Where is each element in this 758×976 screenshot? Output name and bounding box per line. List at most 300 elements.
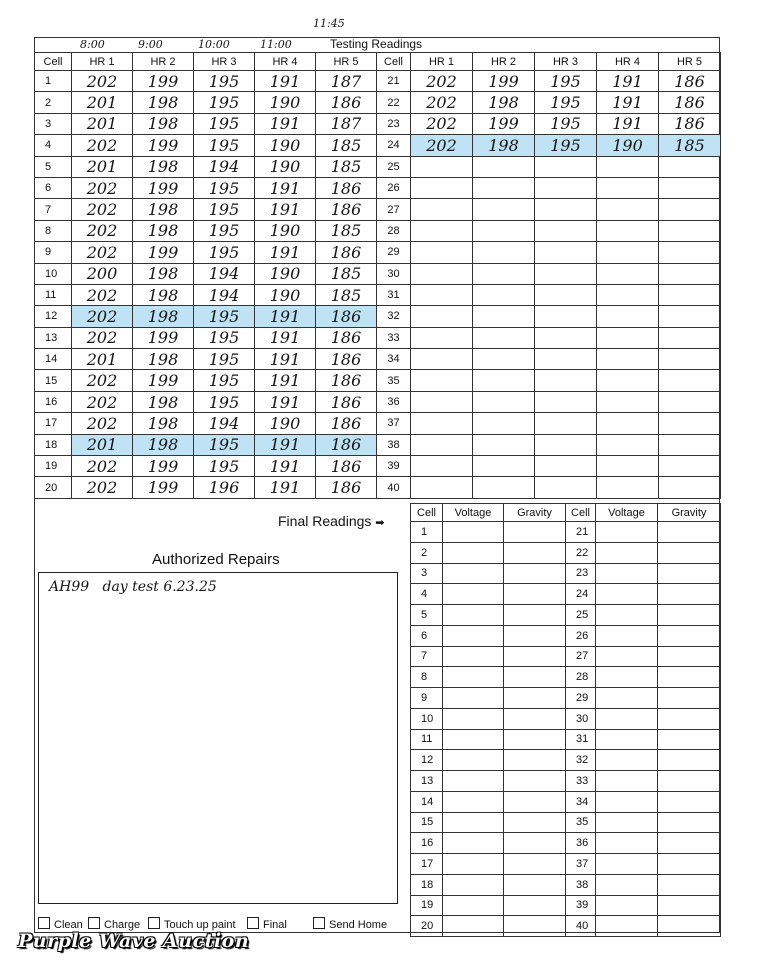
reading-value[interactable] xyxy=(597,220,659,241)
reading-value[interactable] xyxy=(411,456,473,477)
reading-value[interactable] xyxy=(473,327,535,348)
reading-entry[interactable] xyxy=(658,646,721,667)
reading-entry[interactable] xyxy=(658,916,721,937)
reading-entry[interactable] xyxy=(658,771,721,792)
reading-value[interactable]: 198 xyxy=(133,263,194,284)
reading-entry[interactable] xyxy=(504,750,566,771)
reading-value[interactable] xyxy=(473,199,535,220)
reading-value[interactable] xyxy=(659,349,721,370)
reading-entry[interactable] xyxy=(596,895,658,916)
reading-entry[interactable] xyxy=(596,563,658,584)
reading-entry[interactable] xyxy=(658,563,721,584)
reading-entry[interactable] xyxy=(504,522,566,543)
reading-entry[interactable] xyxy=(658,667,721,688)
reading-value[interactable]: 191 xyxy=(255,349,316,370)
reading-entry[interactable] xyxy=(596,708,658,729)
reading-value[interactable] xyxy=(411,306,473,327)
reading-value[interactable] xyxy=(597,156,659,177)
reading-value[interactable] xyxy=(411,434,473,455)
reading-value[interactable]: 198 xyxy=(133,199,194,220)
reading-value[interactable]: 195 xyxy=(194,327,255,348)
reading-value[interactable] xyxy=(659,327,721,348)
reading-value[interactable] xyxy=(473,284,535,305)
reading-value[interactable]: 202 xyxy=(72,242,133,263)
reading-value[interactable]: 195 xyxy=(194,71,255,92)
reading-value[interactable] xyxy=(659,156,721,177)
reading-value[interactable]: 191 xyxy=(255,71,316,92)
reading-value[interactable]: 198 xyxy=(133,220,194,241)
reading-value[interactable] xyxy=(659,456,721,477)
reading-value[interactable] xyxy=(473,306,535,327)
reading-value[interactable] xyxy=(535,434,597,455)
reading-value[interactable] xyxy=(535,220,597,241)
reading-value[interactable] xyxy=(473,263,535,284)
reading-value[interactable]: 187 xyxy=(316,71,377,92)
reading-value[interactable] xyxy=(411,284,473,305)
reading-entry[interactable] xyxy=(504,646,566,667)
reading-value[interactable]: 190 xyxy=(255,263,316,284)
reading-entry[interactable] xyxy=(443,791,504,812)
reading-value[interactable]: 191 xyxy=(255,434,316,455)
reading-value[interactable]: 186 xyxy=(316,92,377,113)
reading-entry[interactable] xyxy=(443,771,504,792)
reading-value[interactable]: 194 xyxy=(194,156,255,177)
reading-value[interactable]: 186 xyxy=(316,456,377,477)
option-final[interactable] xyxy=(247,917,287,931)
reading-value[interactable] xyxy=(535,413,597,434)
reading-value[interactable]: 195 xyxy=(194,199,255,220)
reading-entry[interactable] xyxy=(658,895,721,916)
reading-value[interactable] xyxy=(473,456,535,477)
reading-value[interactable] xyxy=(597,284,659,305)
reading-value[interactable] xyxy=(473,413,535,434)
reading-value[interactable]: 186 xyxy=(316,199,377,220)
reading-value[interactable]: 198 xyxy=(133,113,194,134)
reading-value[interactable]: 191 xyxy=(255,242,316,263)
reading-value[interactable] xyxy=(411,220,473,241)
checkbox-icon[interactable] xyxy=(88,917,100,929)
reading-value[interactable] xyxy=(411,391,473,412)
reading-value[interactable]: 200 xyxy=(72,263,133,284)
reading-value[interactable]: 202 xyxy=(411,113,473,134)
reading-value[interactable]: 190 xyxy=(255,220,316,241)
reading-value[interactable]: 186 xyxy=(659,71,721,92)
reading-entry[interactable] xyxy=(443,522,504,543)
repairs-note: AH99 day test 6.23.25 xyxy=(49,579,217,595)
reading-entry[interactable] xyxy=(504,605,566,626)
reading-value[interactable]: 191 xyxy=(597,92,659,113)
reading-value[interactable] xyxy=(597,370,659,391)
reading-value[interactable] xyxy=(659,199,721,220)
reading-entry[interactable] xyxy=(596,625,658,646)
reading-value[interactable] xyxy=(473,177,535,198)
reading-value[interactable]: 195 xyxy=(194,242,255,263)
reading-value[interactable]: 186 xyxy=(316,391,377,412)
reading-value[interactable]: 190 xyxy=(255,92,316,113)
reading-value[interactable]: 201 xyxy=(72,156,133,177)
reading-value[interactable]: 201 xyxy=(72,113,133,134)
reading-value[interactable] xyxy=(535,456,597,477)
reading-value[interactable] xyxy=(597,177,659,198)
reading-value[interactable]: 202 xyxy=(72,177,133,198)
reading-entry[interactable] xyxy=(658,584,721,605)
reading-entry[interactable] xyxy=(504,895,566,916)
reading-value[interactable]: 199 xyxy=(473,71,535,92)
reading-value[interactable] xyxy=(411,349,473,370)
reading-value[interactable] xyxy=(659,284,721,305)
reading-entry[interactable] xyxy=(504,833,566,854)
reading-value[interactable]: 186 xyxy=(316,306,377,327)
reading-value[interactable]: 202 xyxy=(72,135,133,156)
reading-value[interactable]: 191 xyxy=(255,113,316,134)
reading-value[interactable]: 186 xyxy=(316,370,377,391)
reading-value[interactable] xyxy=(659,391,721,412)
reading-value[interactable]: 191 xyxy=(255,477,316,498)
reading-value[interactable] xyxy=(659,370,721,391)
reading-entry[interactable] xyxy=(443,584,504,605)
reading-entry[interactable] xyxy=(443,563,504,584)
reading-value[interactable]: 185 xyxy=(316,156,377,177)
reading-value[interactable]: 186 xyxy=(316,477,377,498)
testing-readings-title: Testing Readings xyxy=(330,37,423,51)
reading-value[interactable]: 186 xyxy=(316,242,377,263)
reading-value[interactable]: 187 xyxy=(316,113,377,134)
reading-value[interactable] xyxy=(411,327,473,348)
reading-value[interactable]: 186 xyxy=(316,349,377,370)
reading-value[interactable] xyxy=(411,370,473,391)
reading-value[interactable] xyxy=(535,242,597,263)
reading-value[interactable] xyxy=(597,391,659,412)
reading-value[interactable] xyxy=(535,263,597,284)
reading-value[interactable]: 194 xyxy=(194,263,255,284)
reading-entry[interactable] xyxy=(596,833,658,854)
reading-value[interactable]: 195 xyxy=(535,71,597,92)
reading-value[interactable] xyxy=(597,263,659,284)
reading-value[interactable]: 202 xyxy=(72,391,133,412)
reading-entry[interactable] xyxy=(504,916,566,937)
reading-entry[interactable] xyxy=(658,688,721,709)
reading-value[interactable]: 198 xyxy=(473,135,535,156)
reading-entry[interactable] xyxy=(504,729,566,750)
reading-entry[interactable] xyxy=(443,667,504,688)
checkbox-icon[interactable] xyxy=(148,917,160,929)
reading-entry[interactable] xyxy=(658,625,721,646)
reading-entry[interactable] xyxy=(504,688,566,709)
reading-value[interactable]: 195 xyxy=(535,135,597,156)
reading-entry[interactable] xyxy=(596,584,658,605)
reading-value[interactable]: 202 xyxy=(72,199,133,220)
reading-entry[interactable] xyxy=(443,688,504,709)
reading-entry[interactable] xyxy=(504,791,566,812)
reading-entry[interactable] xyxy=(596,771,658,792)
reading-value[interactable]: 199 xyxy=(473,113,535,134)
reading-entry[interactable] xyxy=(504,854,566,875)
reading-value[interactable] xyxy=(659,177,721,198)
reading-entry[interactable] xyxy=(443,542,504,563)
reading-entry[interactable] xyxy=(596,750,658,771)
option-touch-up-paint[interactable] xyxy=(148,917,236,931)
reading-entry[interactable] xyxy=(443,646,504,667)
reading-value[interactable]: 194 xyxy=(194,284,255,305)
reading-entry[interactable] xyxy=(658,708,721,729)
reading-value[interactable]: 198 xyxy=(133,434,194,455)
reading-entry[interactable] xyxy=(596,605,658,626)
reading-value[interactable] xyxy=(597,434,659,455)
reading-value[interactable] xyxy=(597,306,659,327)
reading-entry[interactable] xyxy=(443,833,504,854)
reading-value[interactable]: 199 xyxy=(133,71,194,92)
reading-value[interactable]: 186 xyxy=(659,113,721,134)
reading-value[interactable]: 185 xyxy=(316,135,377,156)
reading-entry[interactable] xyxy=(504,584,566,605)
reading-entry[interactable] xyxy=(596,916,658,937)
reading-entry[interactable] xyxy=(658,812,721,833)
reading-value[interactable]: 199 xyxy=(133,477,194,498)
reading-value[interactable]: 195 xyxy=(194,113,255,134)
reading-value[interactable] xyxy=(473,370,535,391)
reading-value[interactable]: 198 xyxy=(133,92,194,113)
reading-value[interactable]: 195 xyxy=(194,135,255,156)
reading-value[interactable]: 195 xyxy=(194,370,255,391)
reading-value[interactable]: 195 xyxy=(194,92,255,113)
reading-entry[interactable] xyxy=(443,854,504,875)
reading-value[interactable] xyxy=(535,349,597,370)
reading-entry[interactable] xyxy=(504,625,566,646)
reading-entry[interactable] xyxy=(443,895,504,916)
reading-value[interactable] xyxy=(473,220,535,241)
reading-value[interactable] xyxy=(535,477,597,498)
reading-value[interactable]: 196 xyxy=(194,477,255,498)
option-charge[interactable] xyxy=(88,917,140,931)
option-clean[interactable] xyxy=(38,917,83,931)
reading-value[interactable]: 195 xyxy=(194,177,255,198)
reading-value[interactable]: 190 xyxy=(255,156,316,177)
checkbox-icon[interactable] xyxy=(38,917,50,929)
reading-value[interactable] xyxy=(473,156,535,177)
reading-value[interactable]: 186 xyxy=(316,177,377,198)
reading-value[interactable] xyxy=(659,306,721,327)
reading-value[interactable]: 202 xyxy=(72,71,133,92)
reading-value[interactable]: 201 xyxy=(72,434,133,455)
checkbox-icon[interactable] xyxy=(313,917,325,929)
reading-value[interactable] xyxy=(535,391,597,412)
reading-entry[interactable] xyxy=(504,563,566,584)
reading-value[interactable] xyxy=(411,413,473,434)
reading-value[interactable]: 191 xyxy=(255,391,316,412)
reading-value[interactable]: 191 xyxy=(255,306,316,327)
reading-value[interactable]: 195 xyxy=(535,113,597,134)
reading-value[interactable]: 185 xyxy=(659,135,721,156)
reading-value[interactable]: 186 xyxy=(316,327,377,348)
reading-value[interactable]: 202 xyxy=(72,284,133,305)
reading-value[interactable]: 198 xyxy=(133,391,194,412)
reading-value[interactable]: 191 xyxy=(255,370,316,391)
reading-value[interactable]: 201 xyxy=(72,349,133,370)
reading-value[interactable] xyxy=(535,199,597,220)
reading-value[interactable]: 202 xyxy=(72,370,133,391)
reading-value[interactable]: 199 xyxy=(133,327,194,348)
cell-number: 17 xyxy=(35,413,72,434)
reading-value[interactable]: 195 xyxy=(194,306,255,327)
reading-value[interactable] xyxy=(597,199,659,220)
reading-value[interactable]: 191 xyxy=(597,71,659,92)
reading-value[interactable]: 191 xyxy=(255,456,316,477)
reading-entry[interactable] xyxy=(504,667,566,688)
reading-entry[interactable] xyxy=(596,522,658,543)
option-send-home[interactable] xyxy=(313,917,387,931)
reading-entry[interactable] xyxy=(658,542,721,563)
reading-entry[interactable] xyxy=(658,791,721,812)
reading-value[interactable]: 202 xyxy=(72,456,133,477)
reading-value[interactable] xyxy=(597,413,659,434)
reading-value[interactable]: 198 xyxy=(133,349,194,370)
reading-entry[interactable] xyxy=(658,750,721,771)
reading-entry[interactable] xyxy=(596,791,658,812)
reading-value[interactable] xyxy=(473,242,535,263)
reading-value[interactable] xyxy=(411,263,473,284)
reading-value[interactable]: 202 xyxy=(72,306,133,327)
reading-entry[interactable] xyxy=(443,729,504,750)
reading-entry[interactable] xyxy=(658,874,721,895)
reading-value[interactable] xyxy=(659,477,721,498)
cell-number: 20 xyxy=(35,477,72,498)
reading-value[interactable] xyxy=(535,156,597,177)
reading-entry[interactable] xyxy=(596,854,658,875)
reading-value[interactable] xyxy=(597,456,659,477)
reading-value[interactable] xyxy=(411,242,473,263)
reading-value[interactable]: 191 xyxy=(255,327,316,348)
reading-entry[interactable] xyxy=(596,812,658,833)
reading-value[interactable] xyxy=(535,284,597,305)
reading-value[interactable] xyxy=(535,306,597,327)
reading-value[interactable]: 194 xyxy=(194,413,255,434)
reading-value[interactable]: 199 xyxy=(133,135,194,156)
reading-value[interactable]: 199 xyxy=(133,370,194,391)
reading-value[interactable]: 201 xyxy=(72,92,133,113)
reading-value[interactable] xyxy=(473,477,535,498)
reading-value[interactable] xyxy=(535,327,597,348)
reading-entry[interactable] xyxy=(504,812,566,833)
reading-entry[interactable] xyxy=(658,729,721,750)
reading-value[interactable] xyxy=(597,477,659,498)
reading-entry[interactable] xyxy=(658,522,721,543)
reading-value[interactable]: 195 xyxy=(535,92,597,113)
reading-entry[interactable] xyxy=(658,833,721,854)
reading-entry[interactable] xyxy=(596,646,658,667)
table-row xyxy=(35,156,377,177)
reading-value[interactable] xyxy=(473,434,535,455)
reading-value[interactable] xyxy=(535,177,597,198)
reading-entry[interactable] xyxy=(443,605,504,626)
reading-value[interactable] xyxy=(535,370,597,391)
reading-value[interactable]: 195 xyxy=(194,391,255,412)
reading-value[interactable]: 190 xyxy=(255,284,316,305)
reading-entry[interactable] xyxy=(658,605,721,626)
reading-value[interactable]: 186 xyxy=(659,92,721,113)
reading-value[interactable]: 191 xyxy=(255,177,316,198)
reading-value[interactable]: 191 xyxy=(255,199,316,220)
reading-value[interactable] xyxy=(597,327,659,348)
reading-entry[interactable] xyxy=(504,771,566,792)
reading-value[interactable]: 191 xyxy=(597,113,659,134)
reading-value[interactable]: 198 xyxy=(133,284,194,305)
reading-value[interactable]: 198 xyxy=(133,413,194,434)
reading-value[interactable] xyxy=(659,263,721,284)
reading-value[interactable]: 198 xyxy=(133,156,194,177)
reading-value[interactable]: 202 xyxy=(72,413,133,434)
reading-value[interactable]: 202 xyxy=(72,220,133,241)
reading-entry[interactable] xyxy=(443,812,504,833)
reading-value[interactable]: 185 xyxy=(316,284,377,305)
reading-value[interactable]: 186 xyxy=(316,413,377,434)
reading-value[interactable]: 190 xyxy=(597,135,659,156)
authorized-repairs-box[interactable] xyxy=(38,572,398,904)
reading-value[interactable] xyxy=(659,434,721,455)
reading-entry[interactable] xyxy=(596,542,658,563)
reading-value[interactable]: 195 xyxy=(194,434,255,455)
reading-value[interactable] xyxy=(411,156,473,177)
reading-entry[interactable] xyxy=(443,708,504,729)
reading-value[interactable]: 198 xyxy=(473,92,535,113)
reading-value[interactable] xyxy=(659,413,721,434)
reading-entry[interactable] xyxy=(504,708,566,729)
checkbox-icon[interactable] xyxy=(247,917,259,929)
reading-value[interactable]: 195 xyxy=(194,220,255,241)
reading-entry[interactable] xyxy=(596,688,658,709)
reading-value[interactable]: 202 xyxy=(72,477,133,498)
reading-value[interactable]: 185 xyxy=(316,220,377,241)
table-row xyxy=(411,916,721,937)
reading-entry[interactable] xyxy=(443,750,504,771)
reading-value[interactable] xyxy=(473,391,535,412)
reading-entry[interactable] xyxy=(504,542,566,563)
reading-value[interactable]: 199 xyxy=(133,177,194,198)
reading-entry[interactable] xyxy=(596,729,658,750)
reading-value[interactable]: 202 xyxy=(72,327,133,348)
reading-value[interactable]: 190 xyxy=(255,135,316,156)
reading-value[interactable]: 186 xyxy=(316,434,377,455)
reading-value[interactable] xyxy=(411,199,473,220)
reading-value[interactable]: 185 xyxy=(316,263,377,284)
reading-value[interactable]: 199 xyxy=(133,456,194,477)
reading-value[interactable] xyxy=(659,242,721,263)
reading-value[interactable]: 195 xyxy=(194,349,255,370)
reading-entry[interactable] xyxy=(658,854,721,875)
reading-entry[interactable] xyxy=(596,667,658,688)
reading-value[interactable] xyxy=(473,349,535,370)
reading-entry[interactable] xyxy=(596,874,658,895)
cell-number: 12 xyxy=(411,750,443,771)
reading-entry[interactable] xyxy=(443,916,504,937)
table-row xyxy=(411,625,721,646)
reading-value[interactable] xyxy=(411,177,473,198)
reading-entry[interactable] xyxy=(443,625,504,646)
reading-value[interactable] xyxy=(597,242,659,263)
reading-entry[interactable] xyxy=(504,874,566,895)
reading-value[interactable] xyxy=(411,477,473,498)
reading-value[interactable]: 202 xyxy=(411,92,473,113)
cell-number: 8 xyxy=(35,220,72,241)
reading-value[interactable] xyxy=(597,349,659,370)
reading-value[interactable]: 195 xyxy=(194,456,255,477)
reading-value[interactable]: 199 xyxy=(133,242,194,263)
reading-value[interactable]: 202 xyxy=(411,135,473,156)
reading-value[interactable] xyxy=(659,220,721,241)
reading-value[interactable]: 198 xyxy=(133,306,194,327)
reading-value[interactable]: 190 xyxy=(255,413,316,434)
reading-entry[interactable] xyxy=(443,874,504,895)
reading-value[interactable]: 202 xyxy=(411,71,473,92)
